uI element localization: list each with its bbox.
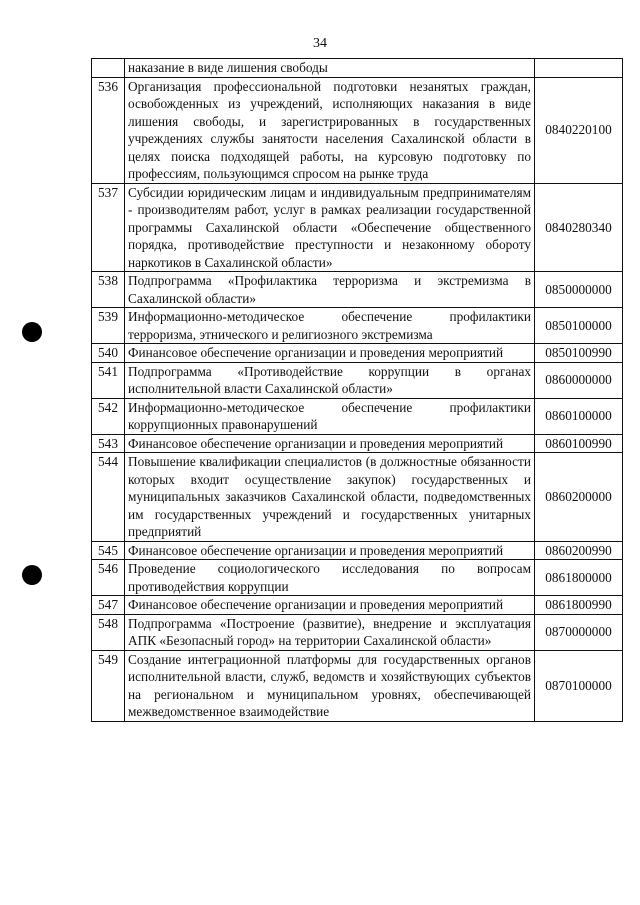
table-row bbox=[92, 183, 623, 272]
row-description: Подпрограмма «Профилактика терроризма и экстремизма в Сахалинской области» bbox=[125, 272, 535, 308]
punch-hole-mark bbox=[22, 322, 42, 342]
row-code: 0861800990 bbox=[535, 596, 623, 615]
row-code: 0850100990 bbox=[535, 344, 623, 363]
table-row-continuation bbox=[92, 59, 623, 78]
row-code: 0860200000 bbox=[535, 453, 623, 542]
row-code: 0840220100 bbox=[535, 77, 623, 183]
row-description: Создание интеграционной платформы для государственных органов исполнительной власти, служб, ведомств и хозяйствующих субъектов на региональном и муниципальном уровнях, обеспечивающей межведомственное взаимодействие bbox=[125, 650, 535, 721]
row-number: 549 bbox=[92, 650, 125, 721]
table-row bbox=[92, 308, 623, 344]
row-description: Организация профессиональной подготовки незанятых граждан, освобожденных из учреждений, исполняющих наказания в виде лишения свободы, и зарегистрированных в государственных учреждениях службы занятости населения Сахалинской области в целях поиска подходящей работы, на курсовую подготовку по профессиям, пользующимся спросом на рынке труда bbox=[125, 77, 535, 183]
table-row bbox=[92, 541, 623, 560]
row-number: 544 bbox=[92, 453, 125, 542]
table-row bbox=[92, 596, 623, 615]
row-description: Информационно-методическое обеспечение профилактики терроризма, этнического и религиозного экстремизма bbox=[125, 308, 535, 344]
table-row bbox=[92, 272, 623, 308]
table-row bbox=[92, 614, 623, 650]
row-description: Повышение квалификации специалистов (в должностные обязанности которых входит осуществление закупок) государственных и муниципальных заказчиков Сахалинской области, подведомственных им государственных учреждений и государственных унитарных предприятий bbox=[125, 453, 535, 542]
row-description: Информационно-методическое обеспечение профилактики коррупционных правонарушений bbox=[125, 398, 535, 434]
row-code: 0860100990 bbox=[535, 434, 623, 453]
row-code: 0840280340 bbox=[535, 183, 623, 272]
row-number: 541 bbox=[92, 362, 125, 398]
punch-hole-mark bbox=[22, 565, 42, 585]
row-code: 0870100000 bbox=[535, 650, 623, 721]
row-code: 0860100000 bbox=[535, 398, 623, 434]
row-number: 542 bbox=[92, 398, 125, 434]
row-description: Субсидии юридическим лицам и индивидуальным предпринимателям - производителям работ, услуг в рамках реализации государственной программы Сахалинской области «Обеспечение общественного порядка, противодействие преступности и незаконному обороту наркотиков в Сахалинской области» bbox=[125, 183, 535, 272]
row-description: Финансовое обеспечение организации и проведения мероприятий bbox=[125, 344, 535, 363]
row-description: Финансовое обеспечение организации и проведения мероприятий bbox=[125, 541, 535, 560]
row-description: наказание в виде лишения свободы bbox=[125, 59, 535, 78]
code-registry-table bbox=[91, 58, 623, 722]
table-row bbox=[92, 77, 623, 183]
row-code: 0861800000 bbox=[535, 560, 623, 596]
row-number: 538 bbox=[92, 272, 125, 308]
row-code: 0850000000 bbox=[535, 272, 623, 308]
row-number bbox=[92, 59, 125, 78]
table-row bbox=[92, 560, 623, 596]
row-description: Финансовое обеспечение организации и проведения мероприятий bbox=[125, 596, 535, 615]
row-number: 537 bbox=[92, 183, 125, 272]
row-number: 547 bbox=[92, 596, 125, 615]
row-number: 540 bbox=[92, 344, 125, 363]
row-description: Проведение социологического исследования по вопросам противодействия коррупции bbox=[125, 560, 535, 596]
table-row bbox=[92, 453, 623, 542]
row-code: 0850100000 bbox=[535, 308, 623, 344]
row-code: 0860000000 bbox=[535, 362, 623, 398]
row-code bbox=[535, 59, 623, 78]
row-code: 0860200990 bbox=[535, 541, 623, 560]
table-row bbox=[92, 344, 623, 363]
row-description: Финансовое обеспечение организации и проведения мероприятий bbox=[125, 434, 535, 453]
row-number: 539 bbox=[92, 308, 125, 344]
row-number: 543 bbox=[92, 434, 125, 453]
row-number: 536 bbox=[92, 77, 125, 183]
table-row bbox=[92, 398, 623, 434]
row-description: Подпрограмма «Построение (развитие), внедрение и эксплуатация АПК «Безопасный город» на территории Сахалинской области» bbox=[125, 614, 535, 650]
row-number: 545 bbox=[92, 541, 125, 560]
page-number: 34 bbox=[313, 36, 327, 51]
table-row bbox=[92, 362, 623, 398]
table-row bbox=[92, 434, 623, 453]
row-number: 548 bbox=[92, 614, 125, 650]
row-number: 546 bbox=[92, 560, 125, 596]
row-description: Подпрограмма «Противодействие коррупции в органах исполнительной власти Сахалинской области» bbox=[125, 362, 535, 398]
row-code: 0870000000 bbox=[535, 614, 623, 650]
table-row bbox=[92, 650, 623, 721]
